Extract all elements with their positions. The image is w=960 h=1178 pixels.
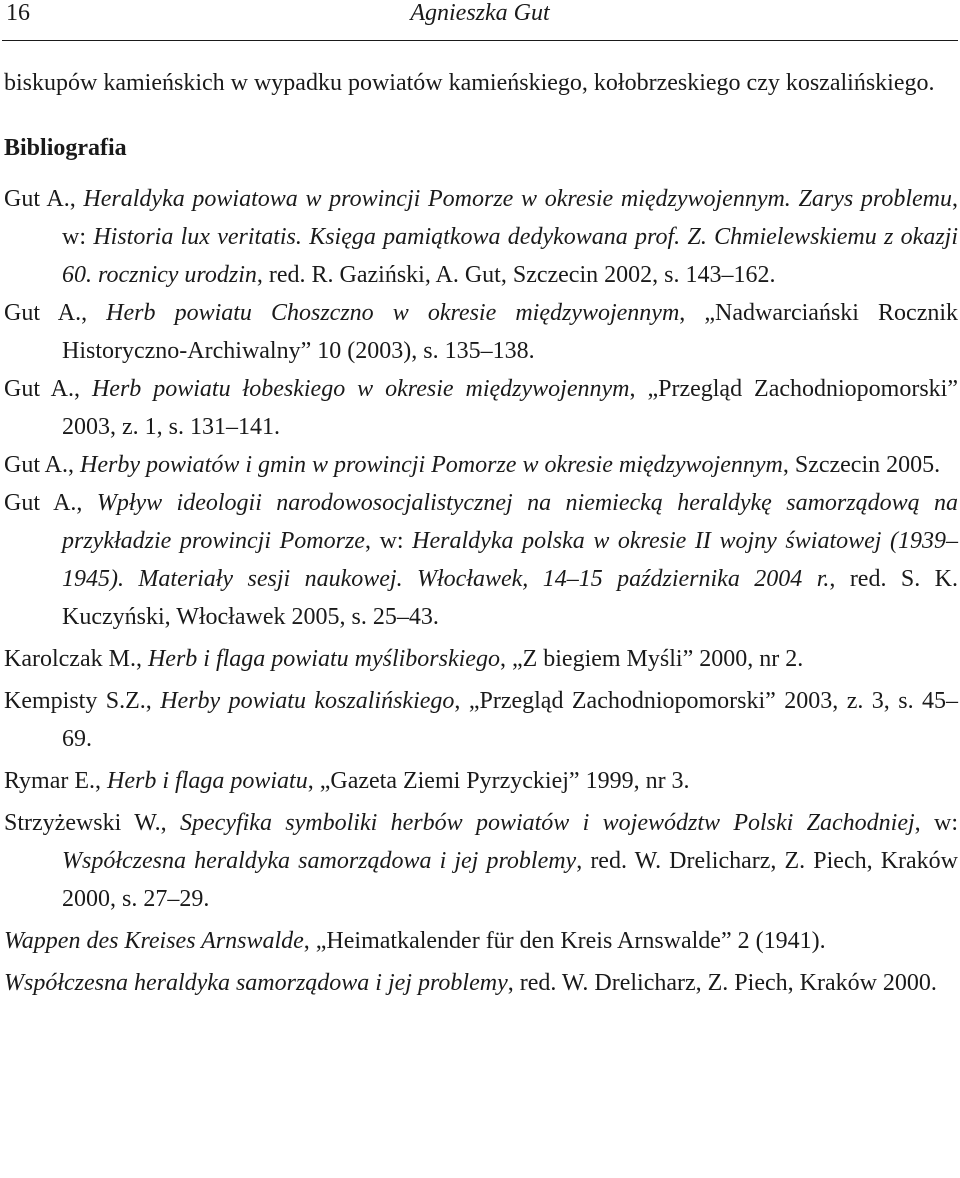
- reference-title: Herby powiatów i gmin w prowincji Pomorze w okresie międzywojennym: [80, 452, 783, 478]
- reference-author: Gut A.: [4, 490, 77, 516]
- reference-source: Heraldyka polska w okresie II wojny światowej (1939–1945). Materiały sesji naukowej. Włocławek, 14–15 października 2004 r.: [62, 528, 959, 592]
- reference-entry: Karolczak M., Herb i flaga powiatu myśliborskiego, „Z biegiem Myśli” 2000, nr 2.: [4, 646, 804, 672]
- reference-details: red. W. Drelicharz, Z. Piech, Kraków 2000.: [519, 970, 937, 996]
- reference-title: Herby powiatu koszalińskiego: [160, 688, 455, 714]
- reference-author: Gut A.: [4, 300, 82, 326]
- reference-title: Heraldyka powiatowa w prowincji Pomorze w okresie międzywojennym. Zarys problemu: [83, 186, 952, 212]
- reference-in-label: w:: [934, 810, 959, 836]
- running-title: Agnieszka Gut: [410, 0, 550, 26]
- bibliography-list: [4, 180, 958, 1002]
- reference-title: Herb powiatu Choszczno w okresie międzywojennym: [106, 300, 680, 326]
- reference-title: Herb i flaga powiatu: [107, 768, 308, 794]
- reference-entry: Współczesna heraldyka samorządowa i jej problemy, red. W. Drelicharz, Z. Piech, Kraków 2000.: [4, 970, 937, 996]
- reference-details: red. S. K. Kuczyński, Włocławek 2005, s. 25–43.: [62, 566, 959, 630]
- reference-title: Wpływ ideologii narodowosocjalistycznej na niemiecką heraldykę samorządową na przykładzie prowincji Pomorze: [62, 490, 958, 554]
- bibliography-heading: Bibliografia: [4, 135, 127, 161]
- reference-entry: Wappen des Kreises Arnswalde, „Heimatkalender für den Kreis Arnswalde” 2 (1941).: [4, 928, 826, 954]
- reference-title: Wappen des Kreises Arnswalde: [4, 928, 304, 954]
- reference-author: Rymar E.: [4, 768, 96, 794]
- reference-in-label: w:: [62, 224, 86, 250]
- reference-details: red. W. Drelicharz, Z. Piech, Kraków 2000, s. 27–29.: [62, 848, 959, 912]
- reference-entry: Gut A., Herb powiatu łobeskiego w okresie międzywojennym, „Przegląd Zachodniopomorski” 2003, z. 1, s. 131–141.: [4, 376, 958, 440]
- reference-details: „Gazeta Ziemi Pyrzyckiej” 1999, nr 3.: [319, 768, 690, 794]
- reference-entry: Strzyżewski W., Specyfika symboliki herbów powiatów i województw Polski Zachodniej, w: Współczesna heraldyka samorządowa i jej problemy, red. W. Drelicharz, Z. Piech, Kraków 2000, s. 27–29.: [4, 810, 959, 912]
- reference-entry: Kempisty S.Z., Herby powiatu koszalińskiego, „Przegląd Zachodniopomorski” 2003, z. 3, s. 45–69.: [4, 688, 958, 752]
- reference-title: Współczesna heraldyka samorządowa i jej problemy: [4, 970, 508, 996]
- reference-author: Gut A.: [4, 186, 70, 212]
- reference-entry: Gut A., Heraldyka powiatowa w prowincji Pomorze w okresie międzywojennym. Zarys problemu, w: Historia lux veritatis. Księga pamiątkowa dedykowana prof. Z. Chmielewskiemu z okazji 60. rocznicy urodzin, red. R. Gaziński, A. Gut, Szczecin 2002, s. 143–162.: [4, 186, 959, 288]
- reference-entry: Rymar E., Herb i flaga powiatu, „Gazeta Ziemi Pyrzyckiej” 1999, nr 3.: [4, 768, 690, 794]
- reference-source: Historia lux veritatis. Księga pamiątkowa dedykowana prof. Z. Chmielewskiemu z okazji 60. rocznicy urodzin: [62, 224, 959, 288]
- body-text: [4, 64, 958, 1002]
- reference-author: Gut A.: [4, 452, 69, 478]
- reference-author: Gut A.: [4, 376, 74, 402]
- reference-details: „Przegląd Zachodniopomorski” 2003, z. 3, s. 45–69.: [62, 688, 958, 752]
- reference-source: Współczesna heraldyka samorządowa i jej problemy: [62, 848, 577, 874]
- reference-details: „Heimatkalender für den Kreis Arnswalde” 2 (1941).: [315, 928, 826, 954]
- reference-author: Strzyżewski W.: [4, 810, 161, 836]
- reference-details: „Przegląd Zachodniopomorski” 2003, z. 1, s. 131–141.: [62, 376, 958, 440]
- page-header: [2, 0, 958, 26]
- reference-title: Herb powiatu łobeskiego w okresie międzywojennym: [91, 376, 630, 402]
- intro-paragraph: biskupów kamieńskich w wypadku powiatów kamieńskiego, kołobrzeskiego czy koszalińskiego.: [4, 70, 935, 96]
- reference-details: Szczecin 2005.: [794, 452, 941, 478]
- reference-entry: Gut A., Wpływ ideologii narodowosocjalistycznej na niemiecką heraldykę samorządową na przykładzie prowincji Pomorze, w: Heraldyka polska w okresie II wojny światowej (1939–1945). Materiały sesji naukowej. Włocławek, 14–15 października 2004 r., red. S. K. Kuczyński, Włocławek 2005, s. 25–43.: [4, 490, 959, 630]
- reference-entry: Gut A., Herby powiatów i gmin w prowincji Pomorze w okresie międzywojennym, Szczecin 2005.: [4, 452, 941, 478]
- reference-entry: Gut A., Herb powiatu Choszczno w okresie międzywojennym, „Nadwarciański Rocznik Historyczno-Archiwalny” 10 (2003), s. 135–138.: [4, 300, 959, 364]
- header-rule: [2, 40, 958, 41]
- reference-details: „Z biegiem Myśli” 2000, nr 2.: [511, 646, 804, 672]
- reference-title: Specyfika symboliki herbów powiatów i województw Polski Zachodniej: [180, 810, 915, 836]
- reference-author: Kempisty S.Z.: [4, 688, 146, 714]
- reference-title: Herb i flaga powiatu myśliborskiego: [147, 646, 500, 672]
- reference-details: „Nadwarciański Rocznik Historyczno-Archiwalny” 10 (2003), s. 135–138.: [62, 300, 959, 364]
- reference-details: red. R. Gaziński, A. Gut, Szczecin 2002, s. 143–162.: [268, 262, 776, 288]
- page-number: 16: [6, 0, 30, 26]
- reference-in-label: w:: [379, 528, 404, 554]
- reference-author: Karolczak M.: [4, 646, 136, 672]
